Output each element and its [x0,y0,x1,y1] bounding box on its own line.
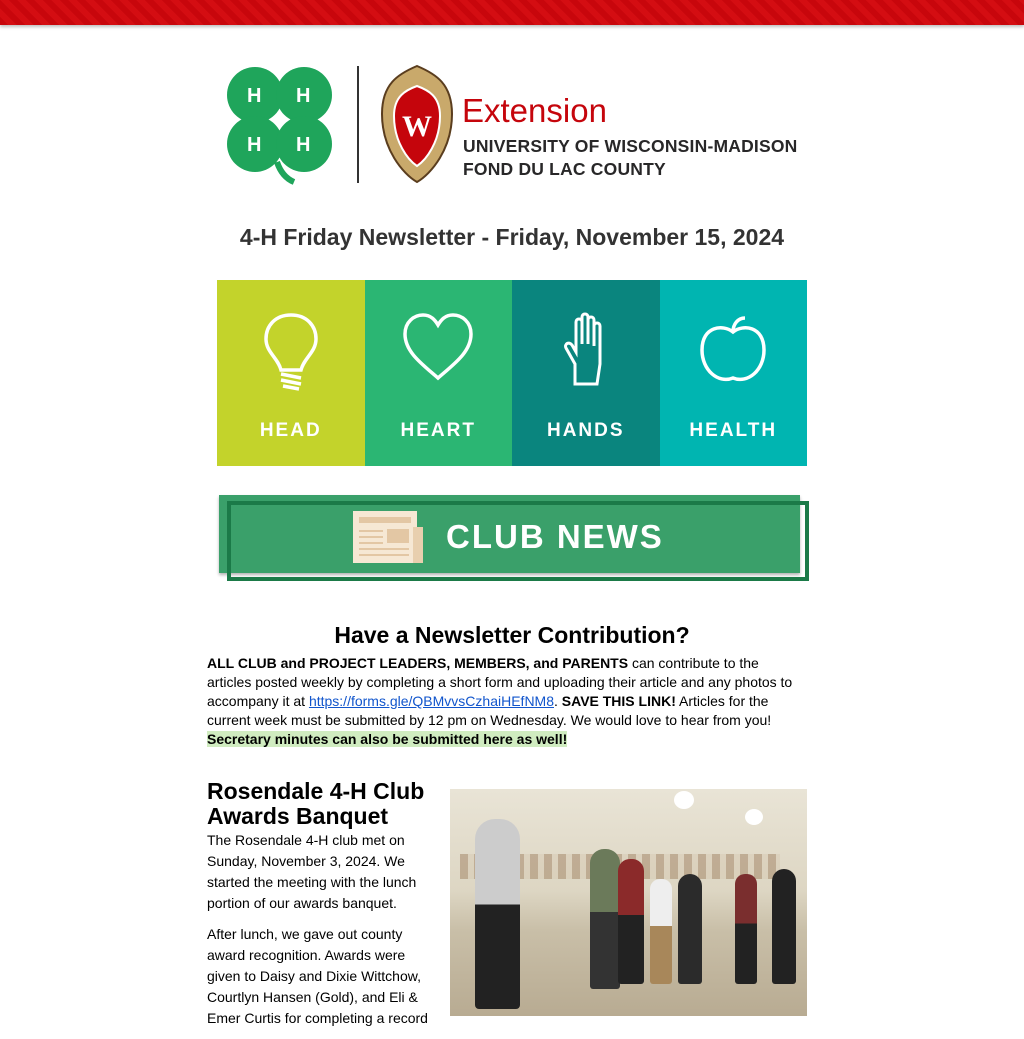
heart-icon [402,312,474,384]
body-text: Articles for the current week must be submitted by 12 pm on Wednesday. We would love to hear from you! [207,693,772,728]
newsletter-title: 4-H Friday Newsletter - Friday, November 15, 2024 [239,224,785,250]
pillar-label: HEALTH [689,420,778,441]
pillar-label: HEAD [259,420,322,441]
article-paragraph: The Rosendale 4-H club met on Sunday, November 3, 2024. We started the meeting with the lunch portion of our awards banquet. [207,832,417,911]
club-news-banner [219,495,809,582]
svg-text:W: W [402,110,432,143]
svg-text:H: H [296,85,311,107]
article-title: Rosendale 4-H Club Awards Banquet [207,778,425,829]
pillar-health [660,280,808,466]
form-link[interactable]: https://forms.gle/QBMvvsCzhaiHEfNM8 [308,693,554,709]
extension-label: Extension [462,92,607,129]
university-label: UNIVERSITY OF WISCONSIN-MADISON [463,136,798,156]
hand-icon [561,312,611,387]
secretary-note: Secretary minutes can also be submitted here as well! [207,731,568,747]
pillar-head [217,280,365,466]
contribution-text [207,654,807,749]
county-label: FOND DU LAC COUNTY [463,159,666,179]
article-paragraph: After lunch, we gave out county award recognition. Awards were given to Daisy and Dixie Wittchow, Courtlyn Hansen (Gold), and Eli & Emer Curtis for completing a record [207,926,428,1026]
svg-text:H: H [247,85,262,107]
lightbulb-icon [261,312,321,392]
apple-icon [698,312,768,387]
club-news-label: CLUB NEWS [446,518,664,555]
pillar-hands [512,280,660,466]
pillar-label: HEART [400,420,476,441]
top-banner [0,0,1024,25]
clover-icon [222,62,337,187]
newspaper-icon [351,509,425,565]
extension-logo [222,62,802,187]
pillar-label: HANDS [546,420,625,441]
save-link-text: SAVE THIS LINK! [561,693,676,709]
logo-divider [357,66,359,183]
four-h-pillars [217,280,807,466]
uw-crest-icon [378,64,456,184]
article-body [207,830,442,1039]
svg-text:H: H [296,134,311,156]
article-photo [450,789,807,1016]
audience-text: ALL CLUB and PROJECT LEADERS, MEMBERS, and PARENTS [207,655,629,671]
svg-text:H: H [247,134,262,156]
contribution-heading: Have a Newsletter Contribution? [334,622,690,648]
pillar-heart [365,280,513,466]
body-text: . [554,693,562,709]
body-text: can contribute to the articles posted weekly by completing a short form and uploading their article and any photos to accompany it at [207,655,793,709]
